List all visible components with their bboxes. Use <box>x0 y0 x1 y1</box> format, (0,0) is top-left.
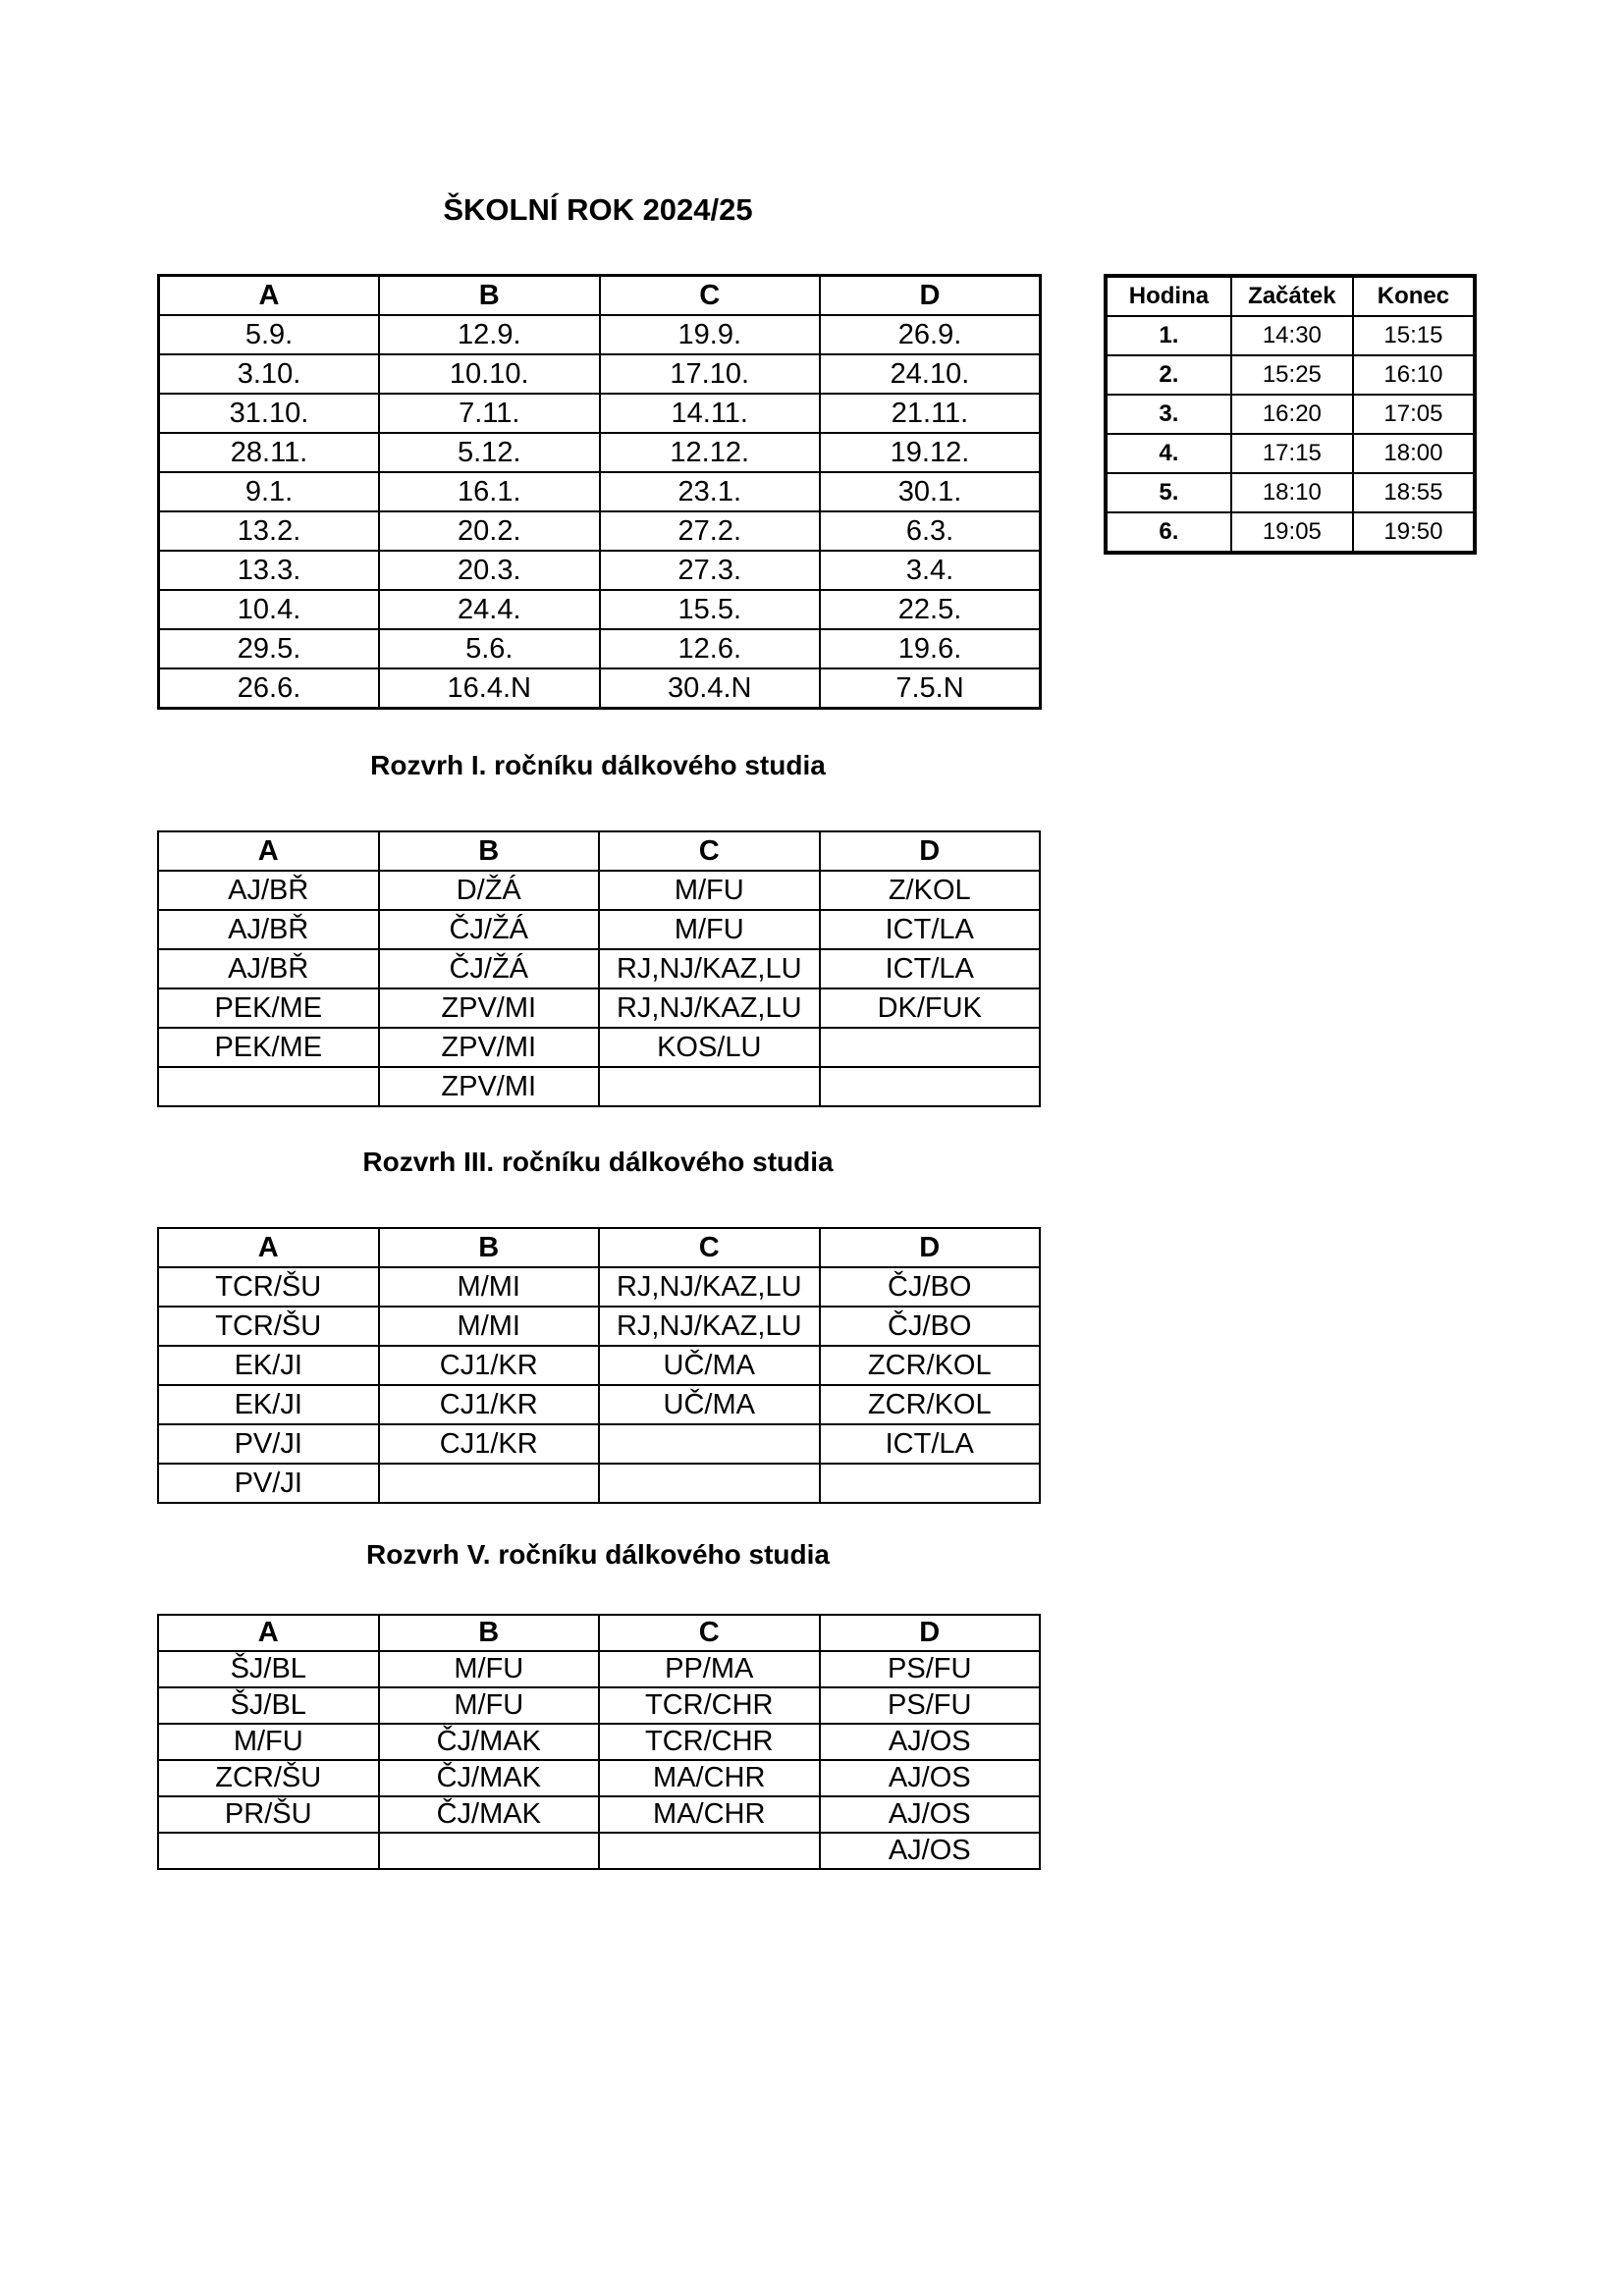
table-row <box>158 1724 1040 1760</box>
table-cell: 18:55 <box>1353 473 1475 512</box>
column-header: A <box>158 1228 379 1267</box>
column-header: C <box>600 276 821 316</box>
table-cell: 18:00 <box>1353 434 1475 473</box>
table-cell: CJ1/KR <box>379 1424 600 1464</box>
table-cell: ČJ/MAK <box>379 1796 600 1833</box>
table-row <box>1106 512 1475 553</box>
column-header: D <box>820 276 1041 316</box>
table-cell: ZCR/KOL <box>820 1346 1041 1385</box>
table-cell: KOS/LU <box>599 1028 820 1067</box>
table-cell: TCR/ŠU <box>158 1307 379 1346</box>
table-cell: RJ,NJ/KAZ,LU <box>599 1267 820 1307</box>
table-cell: 19:50 <box>1353 512 1475 553</box>
table-cell: AJ/BŘ <box>158 910 379 949</box>
table-cell: 15.5. <box>600 590 821 629</box>
table-cell: 20.2. <box>379 511 600 551</box>
table-cell: RJ,NJ/KAZ,LU <box>599 988 820 1028</box>
table-cell <box>599 1833 820 1869</box>
table-row <box>159 511 1041 551</box>
table-cell: 26.9. <box>820 315 1041 354</box>
table-cell: 19:05 <box>1231 512 1353 553</box>
table-cell: ZCR/ŠU <box>158 1760 379 1796</box>
table-cell: 26.6. <box>159 668 380 709</box>
table-row <box>1106 395 1475 434</box>
table-cell: PS/FU <box>820 1651 1041 1687</box>
table-cell: TCR/CHR <box>599 1687 820 1724</box>
table-cell: 17.10. <box>600 354 821 394</box>
table-cell: 16.1. <box>379 472 600 511</box>
table-cell: 7.11. <box>379 394 600 433</box>
table-row <box>159 315 1041 354</box>
column-header: Hodina <box>1106 276 1231 316</box>
schedule-title-year-5: Rozvrh V. ročníku dálkového studia <box>366 1539 830 1570</box>
table-cell: 24.10. <box>820 354 1041 394</box>
table-row <box>158 1307 1040 1346</box>
table-cell: 23.1. <box>600 472 821 511</box>
table-cell: EK/JI <box>158 1346 379 1385</box>
table-cell: AJ/BŘ <box>158 949 379 988</box>
table-row <box>158 1687 1040 1724</box>
table-row <box>159 433 1041 472</box>
column-header: B <box>379 1615 600 1651</box>
table-cell: 10.4. <box>159 590 380 629</box>
table-cell: M/FU <box>379 1651 600 1687</box>
table-cell: 16.4.N <box>379 668 600 709</box>
table-cell <box>820 1028 1041 1067</box>
table-cell: 12.9. <box>379 315 600 354</box>
table-cell: ICT/LA <box>820 1424 1041 1464</box>
table-cell: MA/CHR <box>599 1796 820 1833</box>
table-cell: UČ/MA <box>599 1346 820 1385</box>
table-cell: EK/JI <box>158 1385 379 1424</box>
schedule-title-year-1: Rozvrh I. ročníku dálkového studia <box>370 750 826 780</box>
lesson-times-table <box>1104 274 1477 555</box>
table-cell: M/FU <box>158 1724 379 1760</box>
column-header: A <box>158 831 379 871</box>
table-row <box>158 1385 1040 1424</box>
table-row <box>159 590 1041 629</box>
schedule-table-year-5 <box>157 1614 1041 1870</box>
table-cell: TCR/CHR <box>599 1724 820 1760</box>
table-row <box>1106 434 1475 473</box>
table-cell: AJ/OS <box>820 1760 1041 1796</box>
header-row <box>158 831 1040 871</box>
table-row <box>159 472 1041 511</box>
table-cell: ČJ/MAK <box>379 1724 600 1760</box>
table-cell: 20.3. <box>379 551 600 590</box>
table-cell <box>820 1464 1041 1503</box>
column-header: A <box>159 276 380 316</box>
table-cell: 1. <box>1106 316 1231 355</box>
table-cell: 15:15 <box>1353 316 1475 355</box>
table-cell: PS/FU <box>820 1687 1041 1724</box>
table-cell: 3. <box>1106 395 1231 434</box>
table-cell: MA/CHR <box>599 1760 820 1796</box>
table-cell: 15:25 <box>1231 355 1353 395</box>
table-cell: ZPV/MI <box>379 988 600 1028</box>
table-row <box>158 1833 1040 1869</box>
table-cell: 9.1. <box>159 472 380 511</box>
table-cell <box>379 1833 600 1869</box>
table-row <box>158 1796 1040 1833</box>
table-cell: ČJ/BO <box>820 1267 1041 1307</box>
table-cell: PV/JI <box>158 1464 379 1503</box>
table-row <box>1106 473 1475 512</box>
table-cell <box>158 1833 379 1869</box>
table-cell: D/ŽÁ <box>379 871 600 910</box>
table-cell: ČJ/ŽÁ <box>379 949 600 988</box>
table-row <box>158 949 1040 988</box>
table-cell: 5.6. <box>379 629 600 668</box>
page-title: ŠKOLNÍ ROK 2024/25 <box>443 192 753 227</box>
table-row <box>158 1028 1040 1067</box>
table-cell: 29.5. <box>159 629 380 668</box>
table-cell: 7.5.N <box>820 668 1041 709</box>
table-cell: M/FU <box>379 1687 600 1724</box>
header-row <box>158 1615 1040 1651</box>
table-cell: ZPV/MI <box>379 1028 600 1067</box>
table-row <box>158 871 1040 910</box>
table-cell: 5.12. <box>379 433 600 472</box>
table-cell: 21.11. <box>820 394 1041 433</box>
table-cell: 4. <box>1106 434 1231 473</box>
table-cell: 16:20 <box>1231 395 1353 434</box>
table-cell: PEK/ME <box>158 1028 379 1067</box>
table-cell: ZCR/KOL <box>820 1385 1041 1424</box>
table-cell: ZPV/MI <box>379 1067 600 1106</box>
table-cell <box>158 1067 379 1106</box>
table-cell: 13.2. <box>159 511 380 551</box>
table-cell: RJ,NJ/KAZ,LU <box>599 1307 820 1346</box>
table-cell: AJ/OS <box>820 1796 1041 1833</box>
table-row <box>158 910 1040 949</box>
table-cell: 5.9. <box>159 315 380 354</box>
table-row <box>158 1267 1040 1307</box>
table-cell: 27.2. <box>600 511 821 551</box>
table-cell: 24.4. <box>379 590 600 629</box>
table-cell: CJ1/KR <box>379 1385 600 1424</box>
column-header: B <box>379 831 600 871</box>
table-cell: ICT/LA <box>820 949 1041 988</box>
table-cell: 6. <box>1106 512 1231 553</box>
table-cell: M/MI <box>379 1267 600 1307</box>
table-cell: PP/MA <box>599 1651 820 1687</box>
table-cell: ČJ/MAK <box>379 1760 600 1796</box>
table-cell: 14.11. <box>600 394 821 433</box>
column-header: Začátek <box>1231 276 1353 316</box>
table-cell: ICT/LA <box>820 910 1041 949</box>
table-cell: 19.6. <box>820 629 1041 668</box>
table-row <box>159 354 1041 394</box>
dates-table <box>157 274 1042 710</box>
table-cell: M/FU <box>599 910 820 949</box>
column-header: Konec <box>1353 276 1475 316</box>
table-row <box>159 629 1041 668</box>
table-cell: 27.3. <box>600 551 821 590</box>
table-row <box>158 1760 1040 1796</box>
table-cell: 17:15 <box>1231 434 1353 473</box>
column-header: C <box>599 831 820 871</box>
table-cell: 2. <box>1106 355 1231 395</box>
table-cell: 17:05 <box>1353 395 1475 434</box>
schedule-title-year-3: Rozvrh III. ročníku dálkového studia <box>362 1147 834 1177</box>
table-row <box>159 551 1041 590</box>
table-cell: DK/FUK <box>820 988 1041 1028</box>
table-cell: M/FU <box>599 871 820 910</box>
table-row <box>158 1424 1040 1464</box>
table-cell <box>599 1424 820 1464</box>
table-cell: UČ/MA <box>599 1385 820 1424</box>
table-cell: CJ1/KR <box>379 1346 600 1385</box>
table-cell: 31.10. <box>159 394 380 433</box>
table-cell: RJ,NJ/KAZ,LU <box>599 949 820 988</box>
table-cell: AJ/OS <box>820 1833 1041 1869</box>
table-cell: 19.9. <box>600 315 821 354</box>
table-row <box>158 1067 1040 1106</box>
table-cell: 3.10. <box>159 354 380 394</box>
column-header: A <box>158 1615 379 1651</box>
table-cell: M/MI <box>379 1307 600 1346</box>
table-cell: ŠJ/BL <box>158 1651 379 1687</box>
table-row <box>158 988 1040 1028</box>
column-header: B <box>379 1228 600 1267</box>
column-header: D <box>820 831 1041 871</box>
table-cell: 12.6. <box>600 629 821 668</box>
column-header: B <box>379 276 600 316</box>
header-row <box>158 1228 1040 1267</box>
table-cell: 22.5. <box>820 590 1041 629</box>
table-cell: Z/KOL <box>820 871 1041 910</box>
table-cell: 12.12. <box>600 433 821 472</box>
table-cell: ČJ/BO <box>820 1307 1041 1346</box>
table-row <box>159 394 1041 433</box>
table-cell: 5. <box>1106 473 1231 512</box>
table-row <box>158 1464 1040 1503</box>
table-cell: 19.12. <box>820 433 1041 472</box>
table-cell: 30.4.N <box>600 668 821 709</box>
table-cell: TCR/ŠU <box>158 1267 379 1307</box>
table-cell: 6.3. <box>820 511 1041 551</box>
column-header: C <box>599 1615 820 1651</box>
table-row <box>158 1346 1040 1385</box>
table-cell: PV/JI <box>158 1424 379 1464</box>
table-cell: 10.10. <box>379 354 600 394</box>
table-cell: PEK/ME <box>158 988 379 1028</box>
table-cell: 13.3. <box>159 551 380 590</box>
table-cell <box>599 1067 820 1106</box>
table-cell <box>379 1464 600 1503</box>
column-header: D <box>820 1228 1041 1267</box>
column-header: C <box>599 1228 820 1267</box>
table-cell <box>599 1464 820 1503</box>
table-cell: 16:10 <box>1353 355 1475 395</box>
table-cell: ŠJ/BL <box>158 1687 379 1724</box>
table-row <box>1106 355 1475 395</box>
table-cell: 18:10 <box>1231 473 1353 512</box>
table-cell: AJ/BŘ <box>158 871 379 910</box>
schedule-table-year-1 <box>157 830 1041 1107</box>
table-cell: 30.1. <box>820 472 1041 511</box>
table-cell: ČJ/ŽÁ <box>379 910 600 949</box>
table-row <box>1106 316 1475 355</box>
table-cell: 28.11. <box>159 433 380 472</box>
header-row <box>1106 276 1475 316</box>
table-row <box>159 668 1041 709</box>
table-cell: AJ/OS <box>820 1724 1041 1760</box>
table-cell: 3.4. <box>820 551 1041 590</box>
table-cell: PR/ŠU <box>158 1796 379 1833</box>
table-row <box>158 1651 1040 1687</box>
table-cell <box>820 1067 1041 1106</box>
header-row <box>159 276 1041 316</box>
schedule-table-year-3 <box>157 1227 1041 1504</box>
table-cell: 14:30 <box>1231 316 1353 355</box>
column-header: D <box>820 1615 1041 1651</box>
